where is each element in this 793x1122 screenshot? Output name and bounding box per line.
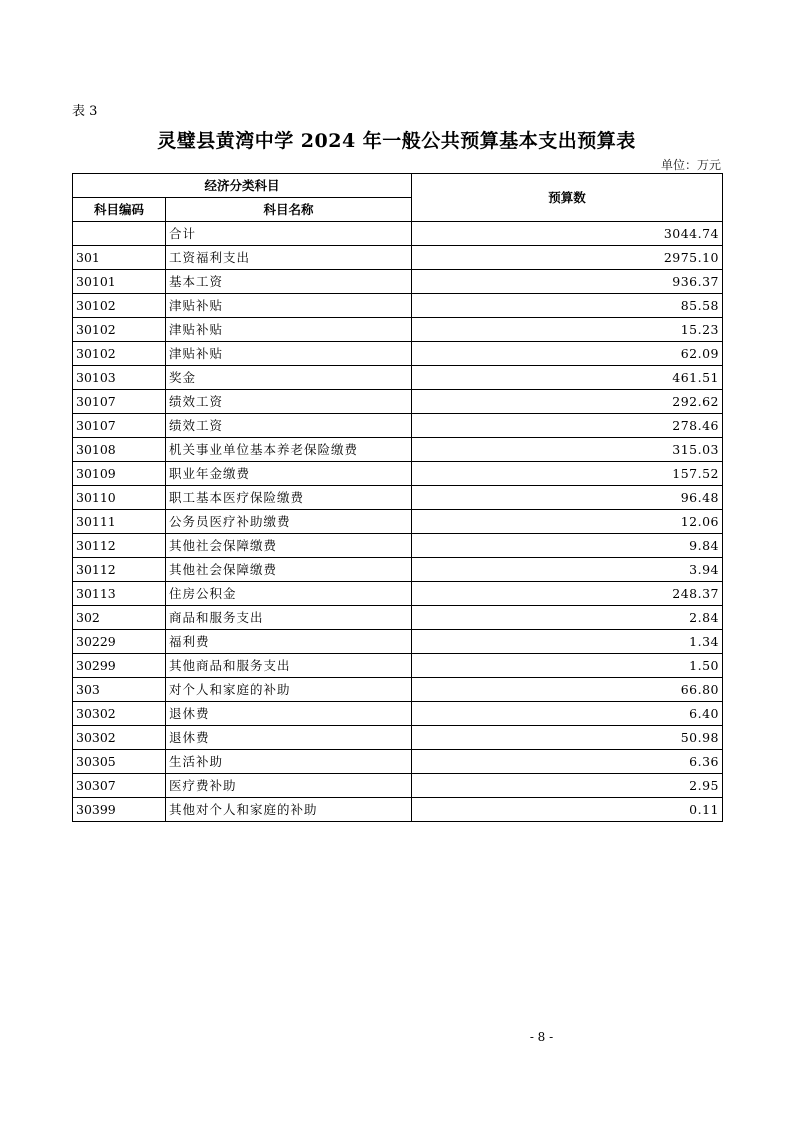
row-amount: 2.84 — [412, 606, 723, 630]
row-name: 职业年金缴费 — [166, 462, 412, 486]
row-code: 30299 — [73, 654, 166, 678]
row-name: 住房公积金 — [166, 582, 412, 606]
row-name: 津贴补贴 — [166, 342, 412, 366]
table-row — [73, 462, 723, 486]
unit-note: 单位：万元 — [660, 158, 721, 172]
row-name: 绩效工资 — [166, 390, 412, 414]
row-amount: 1.50 — [412, 654, 723, 678]
row-amount: 6.40 — [412, 702, 723, 726]
row-amount: 157.52 — [412, 462, 723, 486]
table-row — [73, 558, 723, 582]
row-amount: 248.37 — [412, 582, 723, 606]
row-name: 绩效工资 — [166, 414, 412, 438]
row-code: 303 — [73, 678, 166, 702]
header-amount: 预算数 — [412, 174, 723, 222]
row-name: 其他对个人和家庭的补助 — [166, 798, 412, 822]
row-amount: 85.58 — [412, 294, 723, 318]
row-name: 机关事业单位基本养老保险缴费 — [166, 438, 412, 462]
row-name: 其他社会保障缴费 — [166, 558, 412, 582]
row-code: 30102 — [73, 342, 166, 366]
row-name: 公务员医疗补助缴费 — [166, 510, 412, 534]
table-row — [73, 390, 723, 414]
row-code: 30112 — [73, 534, 166, 558]
row-name: 对个人和家庭的补助 — [166, 678, 412, 702]
table-row — [73, 726, 723, 750]
table-row — [73, 606, 723, 630]
table-label: 表 3 — [72, 104, 98, 119]
row-amount: 278.46 — [412, 414, 723, 438]
row-amount: 1.34 — [412, 630, 723, 654]
row-name: 退休费 — [166, 726, 412, 750]
table-row — [73, 270, 723, 294]
row-amount: 50.98 — [412, 726, 723, 750]
table-row — [73, 678, 723, 702]
table-row — [73, 798, 723, 822]
row-amount: 315.03 — [412, 438, 723, 462]
row-code: 302 — [73, 606, 166, 630]
row-code — [73, 222, 166, 246]
row-amount: 3044.74 — [412, 222, 723, 246]
row-code: 30399 — [73, 798, 166, 822]
table-row — [73, 342, 723, 366]
row-amount: 3.94 — [412, 558, 723, 582]
row-name: 津贴补贴 — [166, 318, 412, 342]
row-name: 商品和服务支出 — [166, 606, 412, 630]
row-amount: 96.48 — [412, 486, 723, 510]
row-name: 福利费 — [166, 630, 412, 654]
row-amount: 12.06 — [412, 510, 723, 534]
header-name: 科目名称 — [166, 198, 412, 222]
row-code: 30302 — [73, 702, 166, 726]
row-code: 30113 — [73, 582, 166, 606]
table-row — [73, 318, 723, 342]
row-code: 30229 — [73, 630, 166, 654]
row-amount: 936.37 — [412, 270, 723, 294]
page-number: - 8 - — [529, 1030, 554, 1044]
row-code: 30107 — [73, 390, 166, 414]
row-amount: 15.23 — [412, 318, 723, 342]
table-row — [73, 438, 723, 462]
page-title: 灵璧县黄湾中学 2024 年一般公共预算基本支出预算表 — [157, 130, 636, 152]
table-row — [73, 582, 723, 606]
row-amount: 62.09 — [412, 342, 723, 366]
row-code: 30110 — [73, 486, 166, 510]
row-code: 30102 — [73, 318, 166, 342]
row-code: 30112 — [73, 558, 166, 582]
row-code: 30107 — [73, 414, 166, 438]
row-name: 奖金 — [166, 366, 412, 390]
row-amount: 461.51 — [412, 366, 723, 390]
table-row — [73, 510, 723, 534]
budget-table — [72, 173, 723, 822]
table-row — [73, 294, 723, 318]
row-code: 30305 — [73, 750, 166, 774]
row-name: 生活补助 — [166, 750, 412, 774]
row-code: 30109 — [73, 462, 166, 486]
table-row — [73, 414, 723, 438]
row-amount: 6.36 — [412, 750, 723, 774]
table-row — [73, 222, 723, 246]
header-econ-category: 经济分类科目 — [73, 174, 412, 198]
table-row — [73, 534, 723, 558]
row-name: 医疗费补助 — [166, 774, 412, 798]
table-row — [73, 750, 723, 774]
row-code: 30101 — [73, 270, 166, 294]
row-name: 合计 — [166, 222, 412, 246]
row-code: 301 — [73, 246, 166, 270]
row-code: 30108 — [73, 438, 166, 462]
table-row — [73, 246, 723, 270]
row-code: 30103 — [73, 366, 166, 390]
row-code: 30302 — [73, 726, 166, 750]
row-amount: 292.62 — [412, 390, 723, 414]
table-row — [73, 654, 723, 678]
row-name: 其他社会保障缴费 — [166, 534, 412, 558]
row-amount: 0.11 — [412, 798, 723, 822]
row-name: 津贴补贴 — [166, 294, 412, 318]
table-row — [73, 774, 723, 798]
row-name: 基本工资 — [166, 270, 412, 294]
row-code: 30111 — [73, 510, 166, 534]
row-code: 30307 — [73, 774, 166, 798]
row-amount: 2975.10 — [412, 246, 723, 270]
row-name: 工资福利支出 — [166, 246, 412, 270]
row-name: 其他商品和服务支出 — [166, 654, 412, 678]
row-name: 退休费 — [166, 702, 412, 726]
table-row — [73, 486, 723, 510]
header-code: 科目编码 — [73, 198, 166, 222]
row-amount: 66.80 — [412, 678, 723, 702]
table-row — [73, 366, 723, 390]
row-amount: 2.95 — [412, 774, 723, 798]
table-row — [73, 630, 723, 654]
row-amount: 9.84 — [412, 534, 723, 558]
table-body — [73, 222, 723, 822]
row-name: 职工基本医疗保险缴费 — [166, 486, 412, 510]
table-row — [73, 702, 723, 726]
table-header — [73, 174, 723, 222]
row-code: 30102 — [73, 294, 166, 318]
